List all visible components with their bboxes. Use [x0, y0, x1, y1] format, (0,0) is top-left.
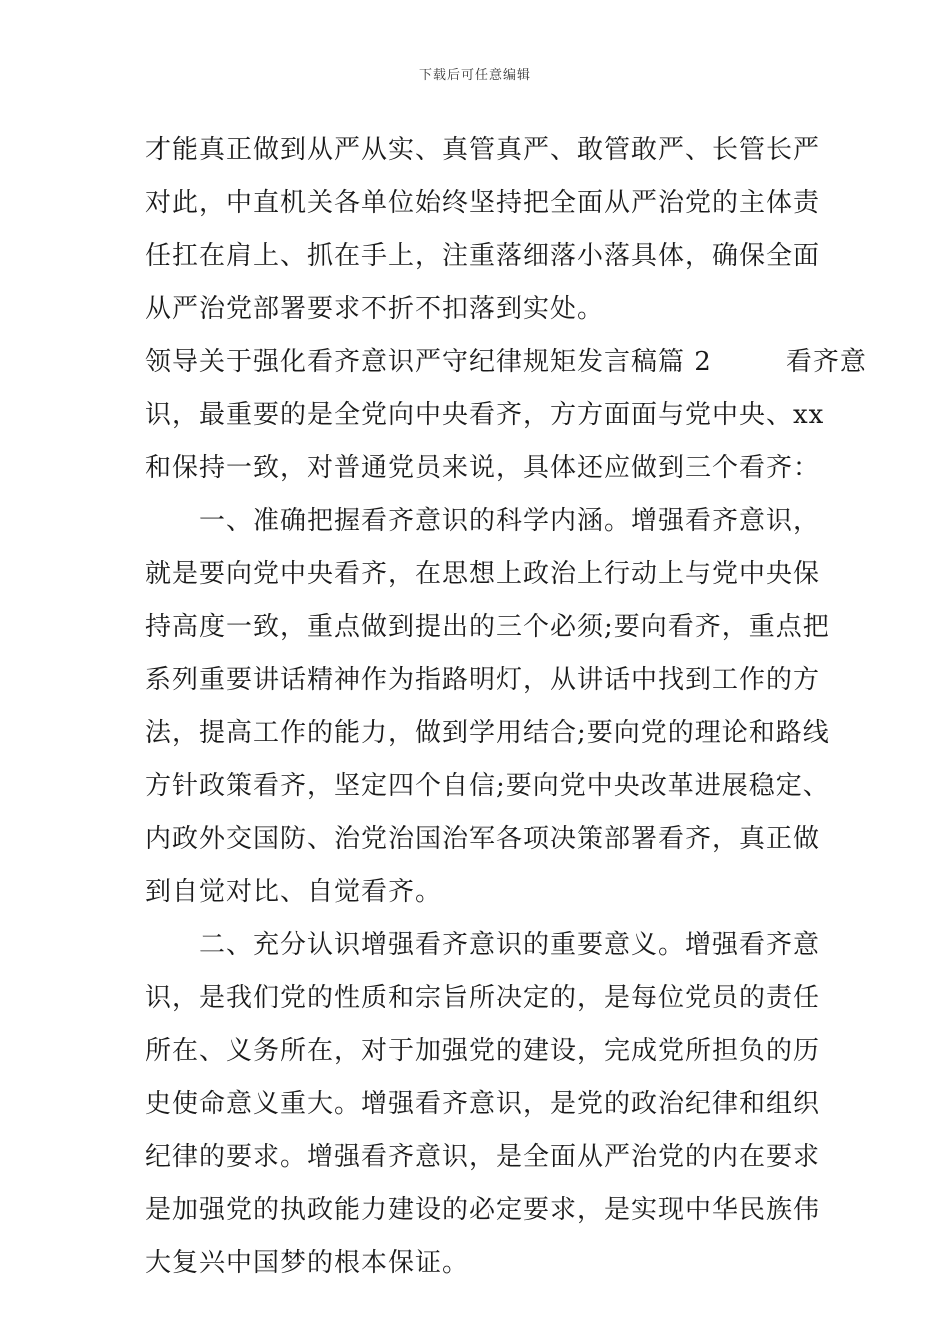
body-line: 是加强党的执政能力建设的必定要求，是实现中华民族伟 [145, 1195, 821, 1225]
body-line: 对此，中直机关各单位始终坚持把全面从严治党的主体责 [145, 188, 821, 218]
body-line: 识，最重要的是全党向中央看齐，方方面面与党中央、xx [145, 400, 825, 430]
page-header: 下载后可任意编辑 [418, 68, 531, 83]
body-line: 到自觉对比、自觉看齐。 [145, 877, 443, 907]
body-line: 才能真正做到从严从实、真管真严、敢管敢严、长管长严 [145, 135, 821, 165]
section-heading-line: 领导关于强化看齐意识严守纪律规矩发言稿篇 2 看齐意 [145, 347, 867, 377]
document-body [145, 124, 867, 1290]
paragraph-first-line: 二、充分认识增强看齐意识的重要意义。增强看齐意 [199, 930, 821, 960]
body-line: 法，提高工作的能力，做到学用结合;要向党的理论和路线 [145, 718, 830, 748]
body-line: 就是要向党中央看齐，在思想上政治上行动上与党中央保 [145, 559, 821, 589]
body-line: 和保持一致，对普通党员来说，具体还应做到三个看齐： [145, 453, 821, 483]
paragraph-first-line: 一、准确把握看齐意识的科学内涵。增强看齐意识， [199, 506, 821, 536]
body-line: 识，是我们党的性质和宗旨所决定的，是每位党员的责任 [145, 983, 821, 1013]
body-line: 方针政策看齐，坚定四个自信;要向党中央改革进展稳定、 [145, 771, 830, 801]
body-line: 持高度一致，重点做到提出的三个必须;要向看齐，重点把 [145, 612, 830, 642]
body-line: 系列重要讲话精神作为指路明灯，从讲话中找到工作的方 [145, 665, 821, 695]
body-line: 内政外交国防、治党治国治军各项决策部署看齐，真正做 [145, 824, 821, 854]
body-line: 史使命意义重大。增强看齐意识，是党的政治纪律和组织 [145, 1089, 821, 1119]
body-line: 大复兴中国梦的根本保证。 [145, 1248, 470, 1278]
body-line: 所在、义务所在，对于加强党的建设，完成党所担负的历 [145, 1036, 821, 1066]
body-line: 任扛在肩上、抓在手上，注重落细落小落具体，确保全面 [145, 241, 821, 271]
body-line: 从严治党部署要求不折不扣落到实处。 [145, 294, 605, 324]
body-line: 纪律的要求。增强看齐意识，是全面从严治党的内在要求 [145, 1142, 821, 1172]
